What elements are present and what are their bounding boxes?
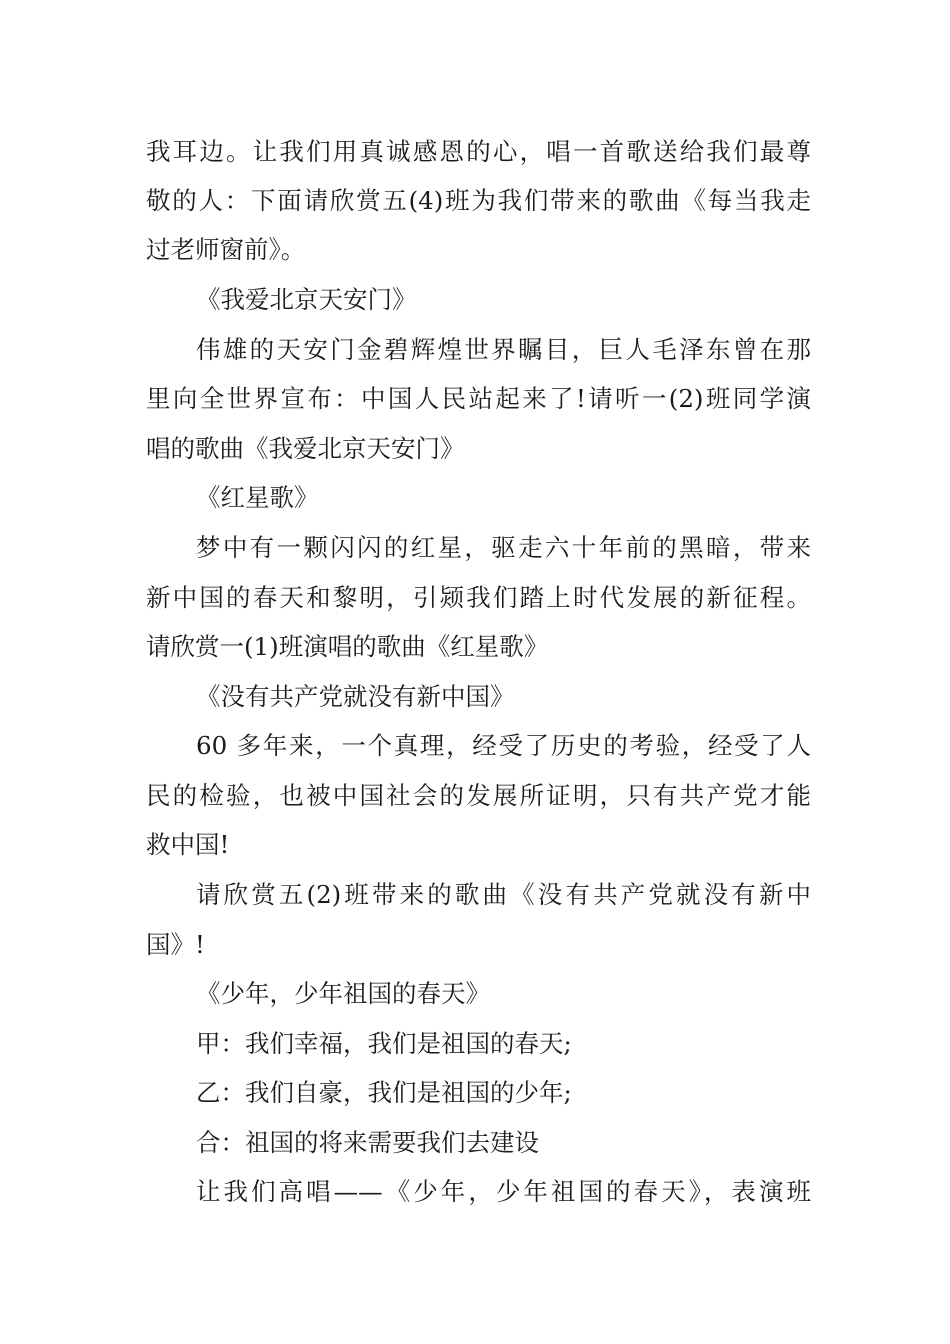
text-line-11: 请欣赏一(1)班演唱的歌曲《红星歌》	[146, 632, 549, 661]
text-line-10: 新中国的春天和黎明，引颎我们踏上时代发展的新征程。	[146, 583, 811, 612]
section-heading-red-star: 《红星歌》	[196, 483, 319, 512]
section-heading-youth: 《少年，少年祖国的春天》	[196, 979, 490, 1008]
text-line-7: 唱的歌曲《我爱北京天安门》	[146, 434, 465, 463]
section-heading-communist-party: 《没有共产党就没有新中国》	[196, 682, 515, 711]
text-line-3: 过老师窗前》。	[146, 235, 306, 264]
text-line-15: 救中国!	[146, 830, 230, 859]
text-line-19: 甲：我们幸福，我们是祖国的春天;	[196, 1029, 572, 1058]
text-line-6: 里向全世界宣布：中国人民站起来了!请听一(2)班同学演	[146, 384, 811, 413]
text-line-21: 合：祖国的将来需要我们去建设	[196, 1128, 539, 1157]
text-line-2: 敬的人：下面请欣赏五(4)班为我们带来的歌曲《每当我走	[146, 186, 811, 215]
text-line-9: 梦中有一颗闪闪的红星，驱走六十年前的黑暗，带来	[196, 533, 811, 562]
text-line-14: 民的检验，也被中国社会的发展所证明，只有共产党才能	[146, 781, 811, 810]
text-line-22: 让我们高唱——《少年，少年祖国的春天》，表演班	[196, 1177, 811, 1206]
text-line-20: 乙：我们自豪，我们是祖国的少年;	[196, 1078, 572, 1107]
text-line-17: 国》!	[146, 930, 205, 959]
text-line-5: 伟雄的天安门金碧辉煌世界瞩目，巨人毛泽东曾在那	[196, 335, 811, 364]
text-line-1: 我耳边。让我们用真诚感恩的心，唱一首歌送给我们最尊	[146, 137, 811, 166]
section-heading-tiananmen: 《我爱北京天安门》	[196, 285, 417, 314]
text-line-16: 请欣赏五(2)班带来的歌曲《没有共产党就没有新中	[196, 880, 811, 909]
text-line-13: 60 多年来，一个真理，经受了历史的考验，经受了人	[196, 731, 811, 760]
